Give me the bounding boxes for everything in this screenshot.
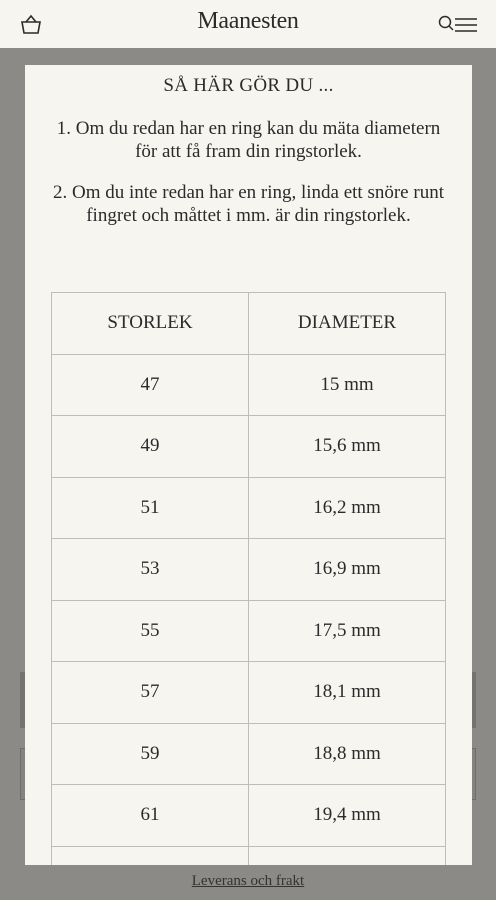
header-storlek: STORLEK — [52, 293, 249, 355]
header-diameter: DIAMETER — [249, 293, 446, 355]
instruction-1: 1. Om du redan har en ring kan du mäta diametern för att få fram din ringstorlek. — [56, 118, 441, 162]
table-row — [52, 354, 446, 416]
table-row — [52, 662, 446, 724]
ring-size-modal — [25, 65, 472, 865]
diameter-cell: 17,5 mm — [249, 600, 446, 662]
diameter-cell: 15,6 mm — [249, 416, 446, 478]
table-header-row — [52, 293, 446, 355]
table-row — [52, 416, 446, 478]
size-cell: 49 — [52, 416, 249, 478]
size-cell: 51 — [52, 477, 249, 539]
table-row — [52, 846, 446, 865]
diameter-cell: 16,2 mm — [249, 477, 446, 539]
table-row — [52, 539, 446, 601]
size-cell: 47 — [52, 354, 249, 416]
diameter-cell: 15 mm — [249, 354, 446, 416]
diameter-cell — [249, 846, 446, 865]
size-cell: 61 — [52, 785, 249, 847]
brand-logo[interactable]: Maanesten — [197, 8, 299, 34]
search-menu-icons[interactable] — [438, 14, 478, 36]
shipping-link[interactable]: Leverans och frakt — [191, 873, 305, 889]
hamburger-menu-icon — [455, 19, 477, 31]
table-row — [52, 477, 446, 539]
diameter-cell: 16,9 mm — [249, 539, 446, 601]
site-header — [0, 0, 496, 48]
diameter-cell: 18,8 mm — [249, 723, 446, 785]
size-cell: 57 — [52, 662, 249, 724]
size-table — [51, 292, 446, 865]
diameter-cell: 18,1 mm — [249, 662, 446, 724]
size-cell: 59 — [52, 723, 249, 785]
modal-title: SÅ HÄR GÖR DU ... — [163, 75, 334, 96]
table-row — [52, 600, 446, 662]
table-row — [52, 723, 446, 785]
table-row — [52, 785, 446, 847]
diameter-cell: 19,4 mm — [249, 785, 446, 847]
instruction-2: 2. Om du inte redan har en ring, linda ett snöre runt fingret och måttet i mm. är din ringstorlek. — [53, 182, 444, 226]
size-cell: 53 — [52, 539, 249, 601]
size-cell — [52, 846, 249, 865]
search-icon — [440, 17, 454, 31]
size-cell: 55 — [52, 600, 249, 662]
